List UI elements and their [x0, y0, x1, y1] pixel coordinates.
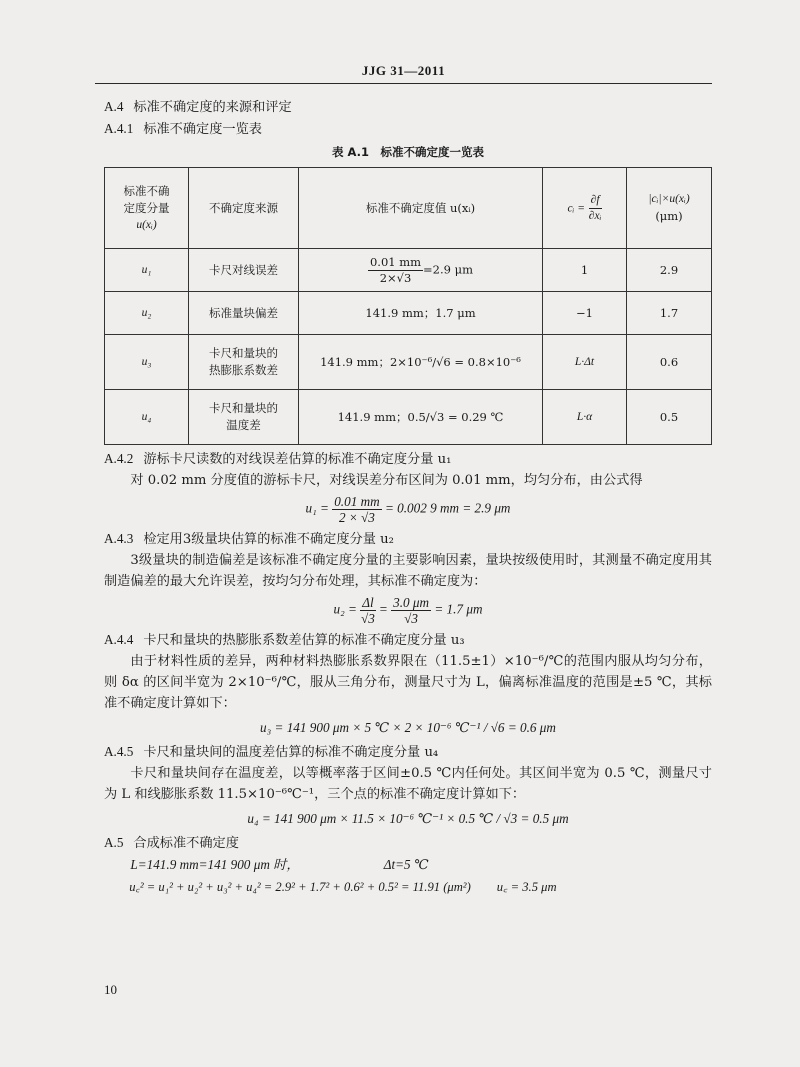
source-line: 温度差: [226, 418, 261, 432]
header-text: |cᵢ|×u(xᵢ): [648, 193, 690, 205]
table-caption: 表 A.1 标准不确定度一览表: [332, 145, 484, 159]
cell-component: u₄: [105, 390, 189, 445]
heading-number: A.4.3: [104, 531, 134, 546]
cell-value: 141.9 mm；0.5/√3 = 0.29 ℃: [299, 390, 543, 445]
heading-a43: [104, 528, 712, 550]
formula-lhs: u₁ =: [305, 500, 329, 516]
cell-sensitivity: L·Δt: [543, 335, 627, 390]
paragraph: 对 0.02 mm 分度值的游标卡尺，对线误差分布区间为 0.01 mm，均匀分布，由公式得: [130, 473, 643, 488]
heading-a44: [104, 629, 712, 651]
cell-product: 2.9: [627, 249, 712, 292]
page-content: [104, 96, 712, 898]
cell-value: [299, 249, 543, 292]
heading-number: A.4.2: [104, 451, 134, 466]
header-component: [105, 168, 189, 249]
cell-source: [189, 390, 299, 445]
denominator: ∂xᵢ: [588, 209, 602, 222]
heading-text: 合成标准不确定度: [133, 836, 239, 851]
header-text: (μm): [655, 209, 683, 223]
heading-number: A.5: [104, 835, 124, 850]
cell-sensitivity: L·α: [543, 390, 627, 445]
table-header-row: [105, 168, 712, 249]
source-line: 卡尺和量块的: [209, 346, 278, 360]
denominator: √3: [404, 611, 418, 626]
table-row: [105, 249, 712, 292]
cell-value: 141.9 mm；1.7 μm: [299, 292, 543, 335]
header-value: 标准不确定度值 u(xᵢ): [299, 168, 543, 249]
fraction: [368, 255, 423, 286]
paragraph: 3级量块的制造偏差是该标准不确定度分量的主要影响因素，量块按级使用时，其测量不确定度用其制造偏差的最大允许误差，按均匀分布处理，其标准不确定度为：: [104, 553, 712, 589]
combined-result: u꜀ = 3.5 μm: [496, 880, 557, 894]
formula-u3: u₃ = 141 900 μm × 5 ℃ × 2 × 10⁻⁶ ℃⁻¹ / √6 = 0.6 μm: [260, 720, 556, 735]
header-rule: [95, 83, 712, 84]
denominator: 2 × √3: [338, 510, 375, 525]
cell-source: 卡尺对线误差: [189, 249, 299, 292]
numerator: 0.01 mm: [369, 254, 422, 269]
denominator: √3: [360, 611, 375, 626]
fraction: [391, 595, 431, 626]
header-text: u(xᵢ): [136, 218, 157, 231]
page-number: 10: [104, 982, 117, 997]
formula-u2: [104, 595, 712, 626]
heading-a41: [104, 118, 712, 140]
numerator: 3.0 μm: [393, 595, 430, 610]
formula-u4: u₄ = 141 900 μm × 11.5 × 10⁻⁶ ℃⁻¹ × 0.5 ℃ / √3 = 0.5 μm: [247, 811, 569, 826]
fraction: [360, 595, 375, 626]
header-text: 定度分量: [123, 200, 170, 215]
heading-number: A.4: [104, 99, 124, 114]
paragraph: 由于材料性质的差异，两种材料热膨胀系数界限在（11.5±1）×10⁻⁶/℃的范围内服从均匀分布，则 δα 的区间半宽为 2×10⁻⁶/℃，服从三角分布，测量尺寸为 L，偏离标准温度的范围是±5 ℃，其标准不确定度计算如下：: [104, 654, 712, 711]
condition-length: L=141.9 mm=141 900 μm 时，: [130, 857, 300, 872]
formula-rhs: = 0.002 9 mm = 2.9 μm: [384, 500, 511, 516]
formula-rhs: = 1.7 μm: [434, 601, 483, 617]
combined-formula: u꜀² = u₁² + u₂² + u₃² + u₄² = 2.9² + 1.7² + 0.6² + 0.5² = 11.91 (μm²): [129, 880, 471, 894]
cell-component: u₂: [105, 292, 189, 335]
header-text: 标准不确: [123, 183, 170, 198]
cell-product: 0.6: [627, 335, 712, 390]
header-source: 不确定度来源: [189, 168, 299, 249]
heading-a5: [104, 832, 712, 854]
numerator: Δl: [362, 595, 374, 610]
source-line: 热膨胀系数差: [209, 363, 278, 377]
uncertainty-table: [104, 167, 712, 445]
formula-u1: [104, 494, 712, 525]
cell-product: 0.5: [627, 390, 712, 445]
heading-a42: [104, 448, 712, 470]
fraction: [332, 494, 381, 525]
heading-number: A.4.5: [104, 744, 134, 759]
heading-text: 标准不确定度一览表: [143, 122, 262, 137]
cell-source: 标准量块偏差: [189, 292, 299, 335]
cell-value: 141.9 mm；2×10⁻⁶/√6 = 0.8×10⁻⁶: [299, 335, 543, 390]
cell-sensitivity: −1: [543, 292, 627, 335]
cell-sensitivity: 1: [543, 249, 627, 292]
table-row: [105, 390, 712, 445]
numerator: 0.01 mm: [334, 494, 380, 509]
header-sensitivity: [543, 168, 627, 249]
table-row: [105, 292, 712, 335]
heading-text: 标准不确定度的来源和评定: [133, 100, 292, 115]
running-header: JJG 31—2011: [361, 63, 446, 78]
fraction: [589, 193, 602, 224]
header-product: [627, 168, 712, 249]
cell-product: 1.7: [627, 292, 712, 335]
cell-component: u₁: [105, 249, 189, 292]
formula-lhs: u₂ =: [333, 601, 357, 617]
header-text: cᵢ =: [567, 202, 585, 214]
heading-text: 检定用3级量块估算的标准不确定度分量 u₂: [143, 532, 394, 547]
heading-text: 卡尺和量块间的温度差估算的标准不确定度分量 u₄: [143, 745, 439, 760]
heading-text: 卡尺和量块的热膨胀系数差估算的标准不确定度分量 u₃: [143, 633, 465, 648]
source-line: 卡尺和量块的: [209, 401, 278, 415]
numerator: ∂f: [589, 193, 602, 209]
heading-a45: [104, 741, 712, 763]
combined-line-1: [130, 854, 712, 876]
formula-eq: =: [378, 601, 388, 617]
condition-temp: Δt=5 ℃: [383, 857, 429, 872]
combined-line-2: [129, 876, 712, 898]
cell-source: [189, 335, 299, 390]
heading-number: A.4.4: [104, 632, 134, 647]
paragraph: 卡尺和量块间存在温度差，以等概率落于区间±0.5 ℃内任何处。其区间半宽为 0.5 ℃，测量尺寸为 L 和线膨胀系数 11.5×10⁻⁶℃⁻¹，三个点的标准不确定度计算如下：: [104, 766, 712, 802]
value-rest: =2.9 μm: [423, 262, 474, 276]
table-row: [105, 335, 712, 390]
heading-text: 游标卡尺读数的对线误差估算的标准不确定度分量 u₁: [143, 452, 452, 467]
denominator: 2×√3: [379, 270, 412, 285]
cell-component: u₃: [105, 335, 189, 390]
heading-a4: [104, 96, 712, 118]
heading-number: A.4.1: [104, 121, 134, 136]
